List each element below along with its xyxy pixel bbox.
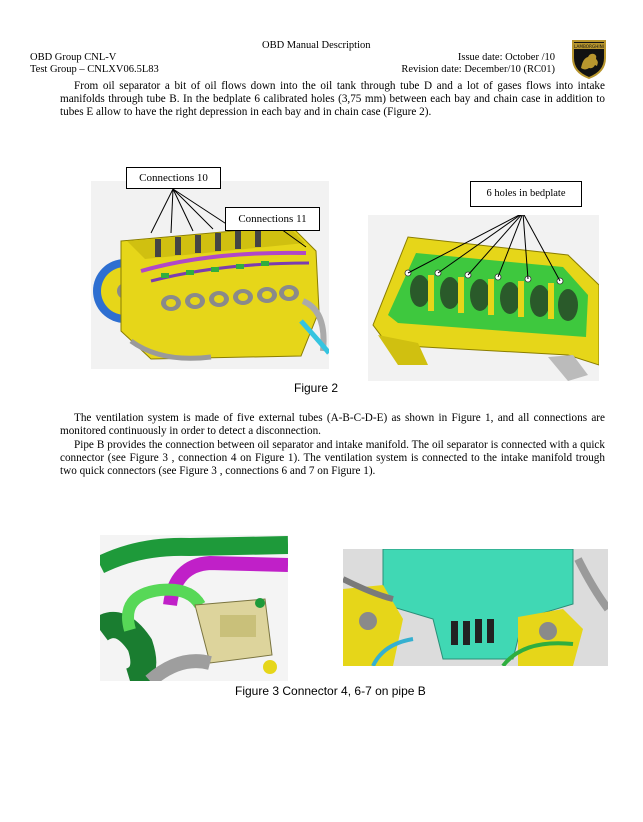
callout-connections-10: Connections 10 [126, 167, 221, 189]
paragraph-oil-separator: From oil separator a bit of oil flows down into the oil tank through tube D and a lot of gases flows into intake manifolds through tube B. In the bedplate 6 calibrated holes (3,75 mm) between each bay and chain case in addition to tubes E allow to have the right depression in each bay and in chain case (Figure 2). [60, 80, 605, 118]
figure3-caption: Figure 3 Connector 4, 6-7 on pipe B [235, 684, 426, 698]
test-group-label: Test Group – CNLXV06.5L83 [30, 64, 159, 75]
figure2-bedplate-image [368, 215, 599, 381]
paragraph-ventilation-system: The ventilation system is made of five external tubes (A-B-C-D-E) as shown in Figure 1, and all connections are monitored continuously in order to detect a disconnection. [60, 412, 605, 437]
figure3-connector4-image [100, 535, 288, 681]
issue-date: Issue date: October /10 [457, 52, 555, 63]
svg-text:LAMBORGHINI: LAMBORGHINI [574, 44, 604, 49]
figure2-caption: Figure 2 [294, 381, 339, 395]
callout-connections-11: Connections 11 [225, 207, 320, 231]
doc-title: OBD Manual Description [262, 40, 371, 51]
figure3-connectors-6-7-image [343, 549, 608, 666]
callout-6-holes: 6 holes in bedplate [470, 181, 582, 207]
group-label: OBD Group CNL-V [30, 52, 117, 63]
lamborghini-logo [570, 38, 608, 80]
paragraph-pipe-b: Pipe B provides the connection between oil separator and intake manifold. The oil separator is connected with a quick connector (see Figure 3 , connection 4 on Figure 1). The ventilation system is connected to the intake manifold trough two quick connectors (see Figure 3 , connections 6 and 7 on Figure 1). [60, 439, 605, 477]
revision-date: Revision date: December/10 (RC01) [401, 64, 555, 75]
